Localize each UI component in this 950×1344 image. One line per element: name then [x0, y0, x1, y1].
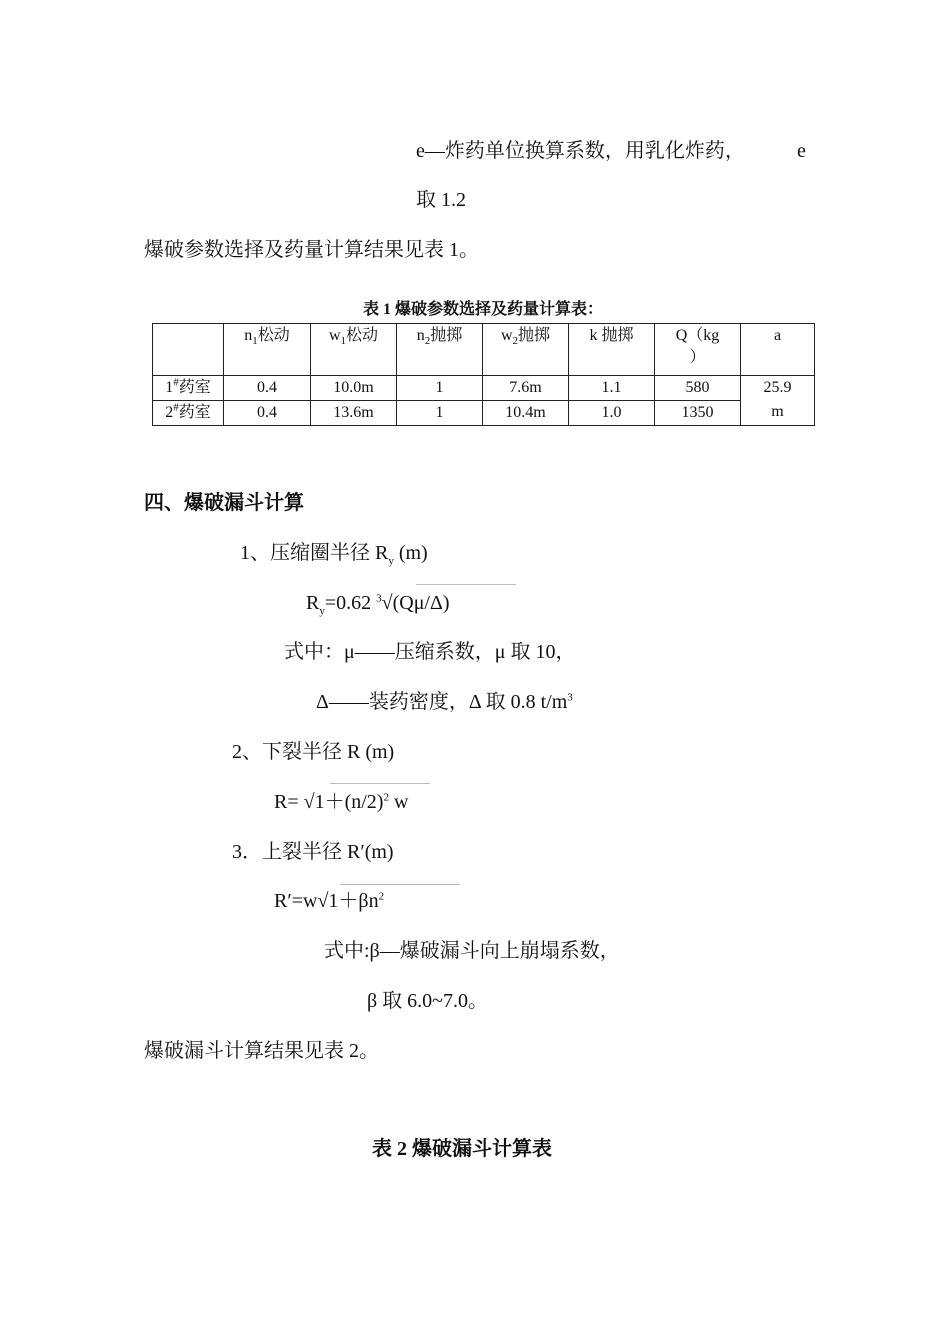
header-w1: $w_1$松动 — [311, 324, 397, 376]
cell-w2: 10.4m — [483, 401, 569, 426]
delta-definition: Δ——装药密度，Δ 取 0.8 $t/m^3$ — [316, 691, 573, 713]
radical-overline — [416, 584, 516, 585]
section4-heading: 四、爆破漏斗计算 — [144, 492, 304, 514]
cell-w1: 10.0m — [311, 376, 397, 401]
cell-n1: 0.4 — [224, 401, 311, 426]
e-value-line: 取 1.2 — [416, 189, 466, 211]
e-definition-tail: e — [797, 140, 806, 162]
cell-k: 1.0 — [569, 401, 655, 426]
e-definition-text: e—炸药单位换算系数，用乳化炸药， — [416, 140, 745, 162]
cell-k: 1.1 — [569, 376, 655, 401]
table-row — [153, 401, 815, 426]
row-label: 1#药室 — [153, 376, 224, 401]
table-row — [153, 376, 815, 401]
cell-w2: 7.6m — [483, 376, 569, 401]
item2-heading: 2、下裂半径 R (m) — [232, 741, 395, 763]
header-n2: $n_2$抛掷 — [397, 324, 483, 376]
cell-n2: 1 — [397, 401, 483, 426]
cell-a: 25.9 m — [741, 376, 815, 426]
header-w2: $w_2$抛掷 — [483, 324, 569, 376]
header-n1: $n_1$松动 — [224, 324, 311, 376]
cell-q: 1350 — [655, 401, 741, 426]
table1-header-row — [153, 324, 815, 376]
table2-reference: 爆破漏斗计算结果见表 2。 — [144, 1040, 379, 1062]
header-k: k 抛掷 — [569, 324, 655, 376]
beta-value: β 取 6.0~7.0。 — [367, 990, 488, 1012]
radical-overline — [330, 783, 430, 784]
row-label: 2#药室 — [153, 401, 224, 426]
e-definition-line — [416, 139, 745, 163]
cell-q: 580 — [655, 376, 741, 401]
formula-r: $R= √1+(n/2)^2$ w — [274, 791, 409, 813]
formula-r-prime: $R'=w√1+\beta n^2$ — [274, 890, 385, 912]
cell-n1: 0.4 — [224, 376, 311, 401]
cell-w1: 13.6m — [311, 401, 397, 426]
header-blank — [153, 324, 224, 376]
header-a: a — [741, 324, 815, 376]
header-q: Q（kg ） — [655, 324, 741, 376]
item1-heading: 1、压缩圈半径 $R_y$ (m) — [240, 542, 428, 567]
table1 — [152, 323, 815, 426]
table2-caption: 表 2 爆破漏斗计算表 — [372, 1138, 552, 1160]
cell-n2: 1 — [397, 376, 483, 401]
radical-overline — [340, 884, 460, 885]
table1-caption: 表 1 爆破参数选择及药量计算表： — [362, 301, 603, 318]
item3-heading: 3．上裂半径 R′(m) — [232, 841, 394, 863]
beta-definition: 式中:β—爆破漏斗向上崩塌系数， — [324, 940, 620, 962]
table1-reference: 爆破参数选择及药量计算结果见表 1。 — [144, 239, 479, 261]
mu-definition: 式中：μ——压缩系数，μ 取 10， — [284, 641, 576, 663]
formula-ry: $R_y=0.62$ $^3$√(Qμ/Δ) — [306, 592, 450, 617]
